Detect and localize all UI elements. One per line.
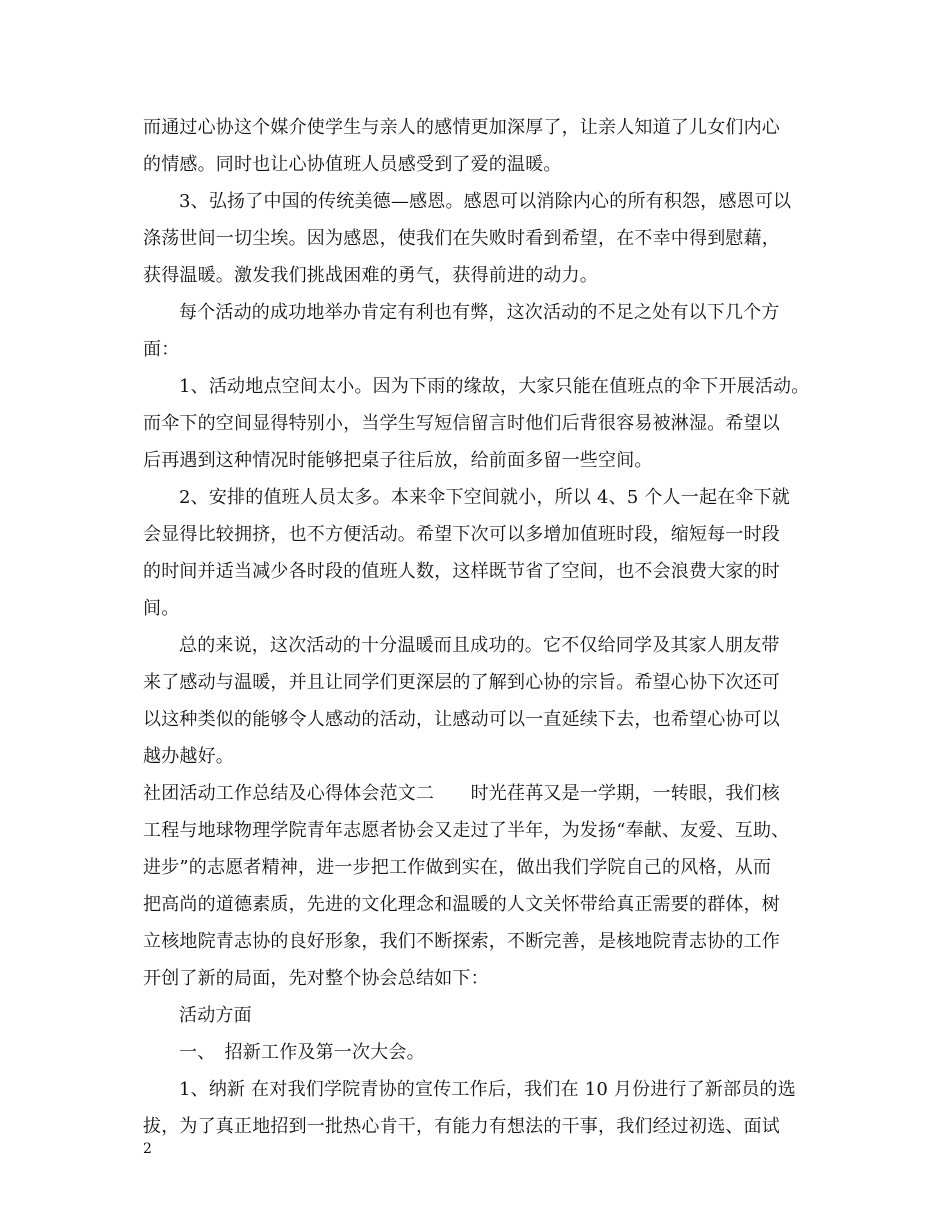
text-line: 拔，为了真正地招到一批热心肯干，有能力有想法的干事，我们经过初选、面试	[143, 1116, 780, 1137]
text-line: 涤荡世间一切尘埃。因为感恩，使我们在失败时看到希望，在不幸中得到慰藉，	[143, 228, 780, 249]
text-line: 把高尚的道德素质，先进的文化理念和温暖的人文关怀带给真正需要的群体，树	[143, 894, 780, 915]
text-line: 工程与地球物理学院青年志愿者协会又走过了半年，为发扬“奉献、友爱、互助、	[143, 820, 790, 841]
text-line: 的情感。同时也让心协值班人员感受到了爱的温暖。	[143, 154, 562, 175]
text-line: 以这种类似的能够令人感动的活动，让感动可以一直延续下去，也希望心协可以	[143, 709, 780, 730]
text-line: 进步”的志愿者精神，进一步把工作做到实在，做出我们学院自己的风格，从而	[143, 857, 772, 878]
text-line: 后再遇到这种情况时能够把桌子往后放，给前面多留一些空间。	[143, 450, 653, 471]
page-number: 2	[143, 1141, 152, 1157]
text-line: 总的来说，这次活动的十分温暖而且成功的。它不仅给同学及其家人朋友带	[179, 635, 780, 656]
text-line: 1、纳新 在对我们学院青协的宣传工作后，我们在 10 月份进行了新部员的选	[179, 1079, 796, 1100]
text-line: 1、活动地点空间太小。因为下雨的缘故，大家只能在值班点的伞下开展活动。	[179, 376, 810, 397]
text-line: 开创了新的局面，先对整个协会总结如下：	[143, 968, 489, 989]
section-heading-line: 社团活动工作总结及心得体会范文二 时光荏苒又是一学期，一转眼，我们核	[143, 783, 780, 804]
text-line: 来了感动与温暖，并且让同学们更深层的了解到心协的宗旨。希望心协下次还可	[143, 672, 780, 693]
text-line: 的时间并适当减少各时段的值班人数，这样既节省了空间，也不会浪费大家的时	[143, 561, 780, 582]
text-line: 面：	[143, 339, 180, 360]
text-line: 立核地院青志协的良好形象，我们不断探索，不断完善，是核地院青志协的工作	[143, 931, 780, 952]
text-line: 越办越好。	[143, 746, 234, 767]
text-line: 而伞下的空间显得特别小，当学生写短信留言时他们后背很容易被淋湿。希望以	[143, 413, 780, 434]
text-line: 间。	[143, 598, 180, 619]
text-line: 会显得比较拥挤，也不方便活动。希望下次可以多增加值班时段，缩短每一时段	[143, 524, 780, 545]
text-line: 3、弘扬了中国的传统美德—感恩。感恩可以消除内心的所有积怨，感恩可以	[179, 191, 792, 212]
text-line: 2、安排的值班人员太多。本来伞下空间就小，所以 4、5 个人一起在伞下就	[179, 487, 790, 508]
subheading-activity: 活动方面	[179, 1005, 252, 1026]
subheading-recruitment: 一、 招新工作及第一次大会。	[179, 1042, 425, 1063]
text-line: 获得温暖。激发我们挑战困难的勇气，获得前进的动力。	[143, 265, 598, 286]
text-line: 而通过心协这个媒介使学生与亲人的感情更加深厚了，让亲人知道了儿女们内心	[143, 117, 780, 138]
text-line: 每个活动的成功地举办肯定有利也有弊，这次活动的不足之处有以下几个方	[179, 302, 780, 323]
